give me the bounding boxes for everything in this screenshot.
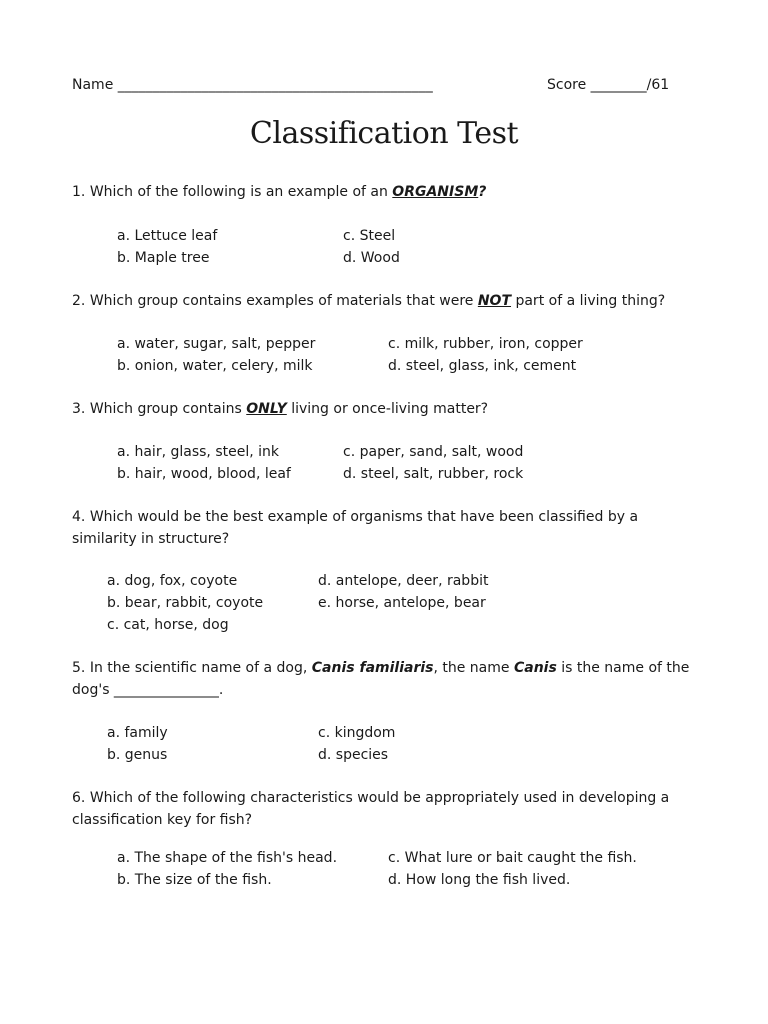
question-4-line-1 bbox=[72, 509, 638, 525]
question-number: 1. bbox=[72, 184, 86, 200]
option-b: b. hair, wood, blood, leaf bbox=[117, 466, 291, 482]
name-label: Name bbox=[72, 77, 114, 93]
page-title: Classification Test bbox=[249, 116, 519, 151]
question-number: 3. bbox=[72, 401, 86, 417]
question-emphasis: NOT bbox=[477, 293, 512, 309]
option-a: a. family bbox=[107, 725, 168, 741]
question-3 bbox=[72, 401, 488, 417]
question-number: 4. bbox=[72, 509, 86, 525]
option-c: c. kingdom bbox=[318, 725, 396, 741]
question-emphasis: ORGANISM bbox=[392, 184, 479, 200]
question-5-line-2: dog's _______________. bbox=[72, 682, 224, 698]
option-c: c. Steel bbox=[343, 228, 396, 244]
score-total: /61 bbox=[646, 77, 670, 93]
score-field bbox=[547, 77, 669, 93]
question-number: 2. bbox=[72, 293, 86, 309]
question-number: 5. bbox=[72, 660, 86, 676]
question-text-after: part of a living thing? bbox=[515, 293, 666, 309]
question-text: Which group contains examples of materials that were bbox=[89, 293, 474, 309]
option-b: b. Maple tree bbox=[117, 250, 210, 266]
option-c: c. paper, sand, salt, wood bbox=[343, 444, 524, 460]
question-6-line-2: classification key for fish? bbox=[72, 812, 253, 828]
question-5-line-1 bbox=[72, 660, 689, 676]
question-text-after: is the name of the bbox=[561, 660, 690, 676]
question-text: Which of the following characteristics would be appropriately used in developing a bbox=[89, 790, 670, 806]
question-text-after: ? bbox=[478, 184, 487, 200]
option-d: d. Wood bbox=[343, 250, 400, 266]
scientific-name: Canis familiaris bbox=[311, 660, 434, 676]
option-d: d. antelope, deer, rabbit bbox=[318, 573, 489, 589]
question-text: Which group contains bbox=[89, 401, 242, 417]
option-c: c. What lure or bait caught the fish. bbox=[388, 850, 637, 866]
genus-name: Canis bbox=[513, 660, 557, 676]
question-6-line-1 bbox=[72, 790, 669, 806]
option-b: b. genus bbox=[107, 747, 168, 763]
option-b: b. The size of the fish. bbox=[117, 872, 272, 888]
option-d: d. How long the fish lived. bbox=[388, 872, 571, 888]
option-d: d. steel, glass, ink, cement bbox=[388, 358, 577, 374]
question-emphasis: ONLY bbox=[246, 401, 287, 417]
option-b: b. bear, rabbit, coyote bbox=[107, 595, 264, 611]
option-b: b. onion, water, celery, milk bbox=[117, 358, 313, 374]
option-a: a. hair, glass, steel, ink bbox=[117, 444, 279, 460]
score-label: Score bbox=[547, 77, 587, 93]
question-text-after: living or once-living matter? bbox=[291, 401, 489, 417]
question-text: Which of the following is an example of an bbox=[89, 184, 388, 200]
question-number: 6. bbox=[72, 790, 86, 806]
option-c: c. milk, rubber, iron, copper bbox=[388, 336, 583, 352]
question-text-middle: , the name bbox=[433, 660, 510, 676]
question-4-line-2: similarity in structure? bbox=[72, 531, 230, 547]
option-a: a. water, sugar, salt, pepper bbox=[117, 336, 316, 352]
option-a: a. The shape of the fish's head. bbox=[117, 850, 338, 866]
option-a: a. Lettuce leaf bbox=[117, 228, 218, 244]
question-2 bbox=[72, 293, 665, 309]
question-text: Which would be the best example of organisms that have been classified by a bbox=[89, 509, 639, 525]
option-d: d. species bbox=[318, 747, 389, 763]
name-field bbox=[72, 77, 433, 93]
question-text: In the scientific name of a dog, bbox=[89, 660, 308, 676]
option-d: d. steel, salt, rubber, rock bbox=[343, 466, 524, 482]
option-e: e. horse, antelope, bear bbox=[318, 595, 486, 611]
name-blank-line: _____________________________________________ bbox=[117, 77, 433, 93]
option-a: a. dog, fox, coyote bbox=[107, 573, 238, 589]
score-blank-line: ________ bbox=[590, 77, 647, 93]
question-1 bbox=[72, 184, 486, 200]
option-c: c. cat, horse, dog bbox=[107, 617, 229, 633]
